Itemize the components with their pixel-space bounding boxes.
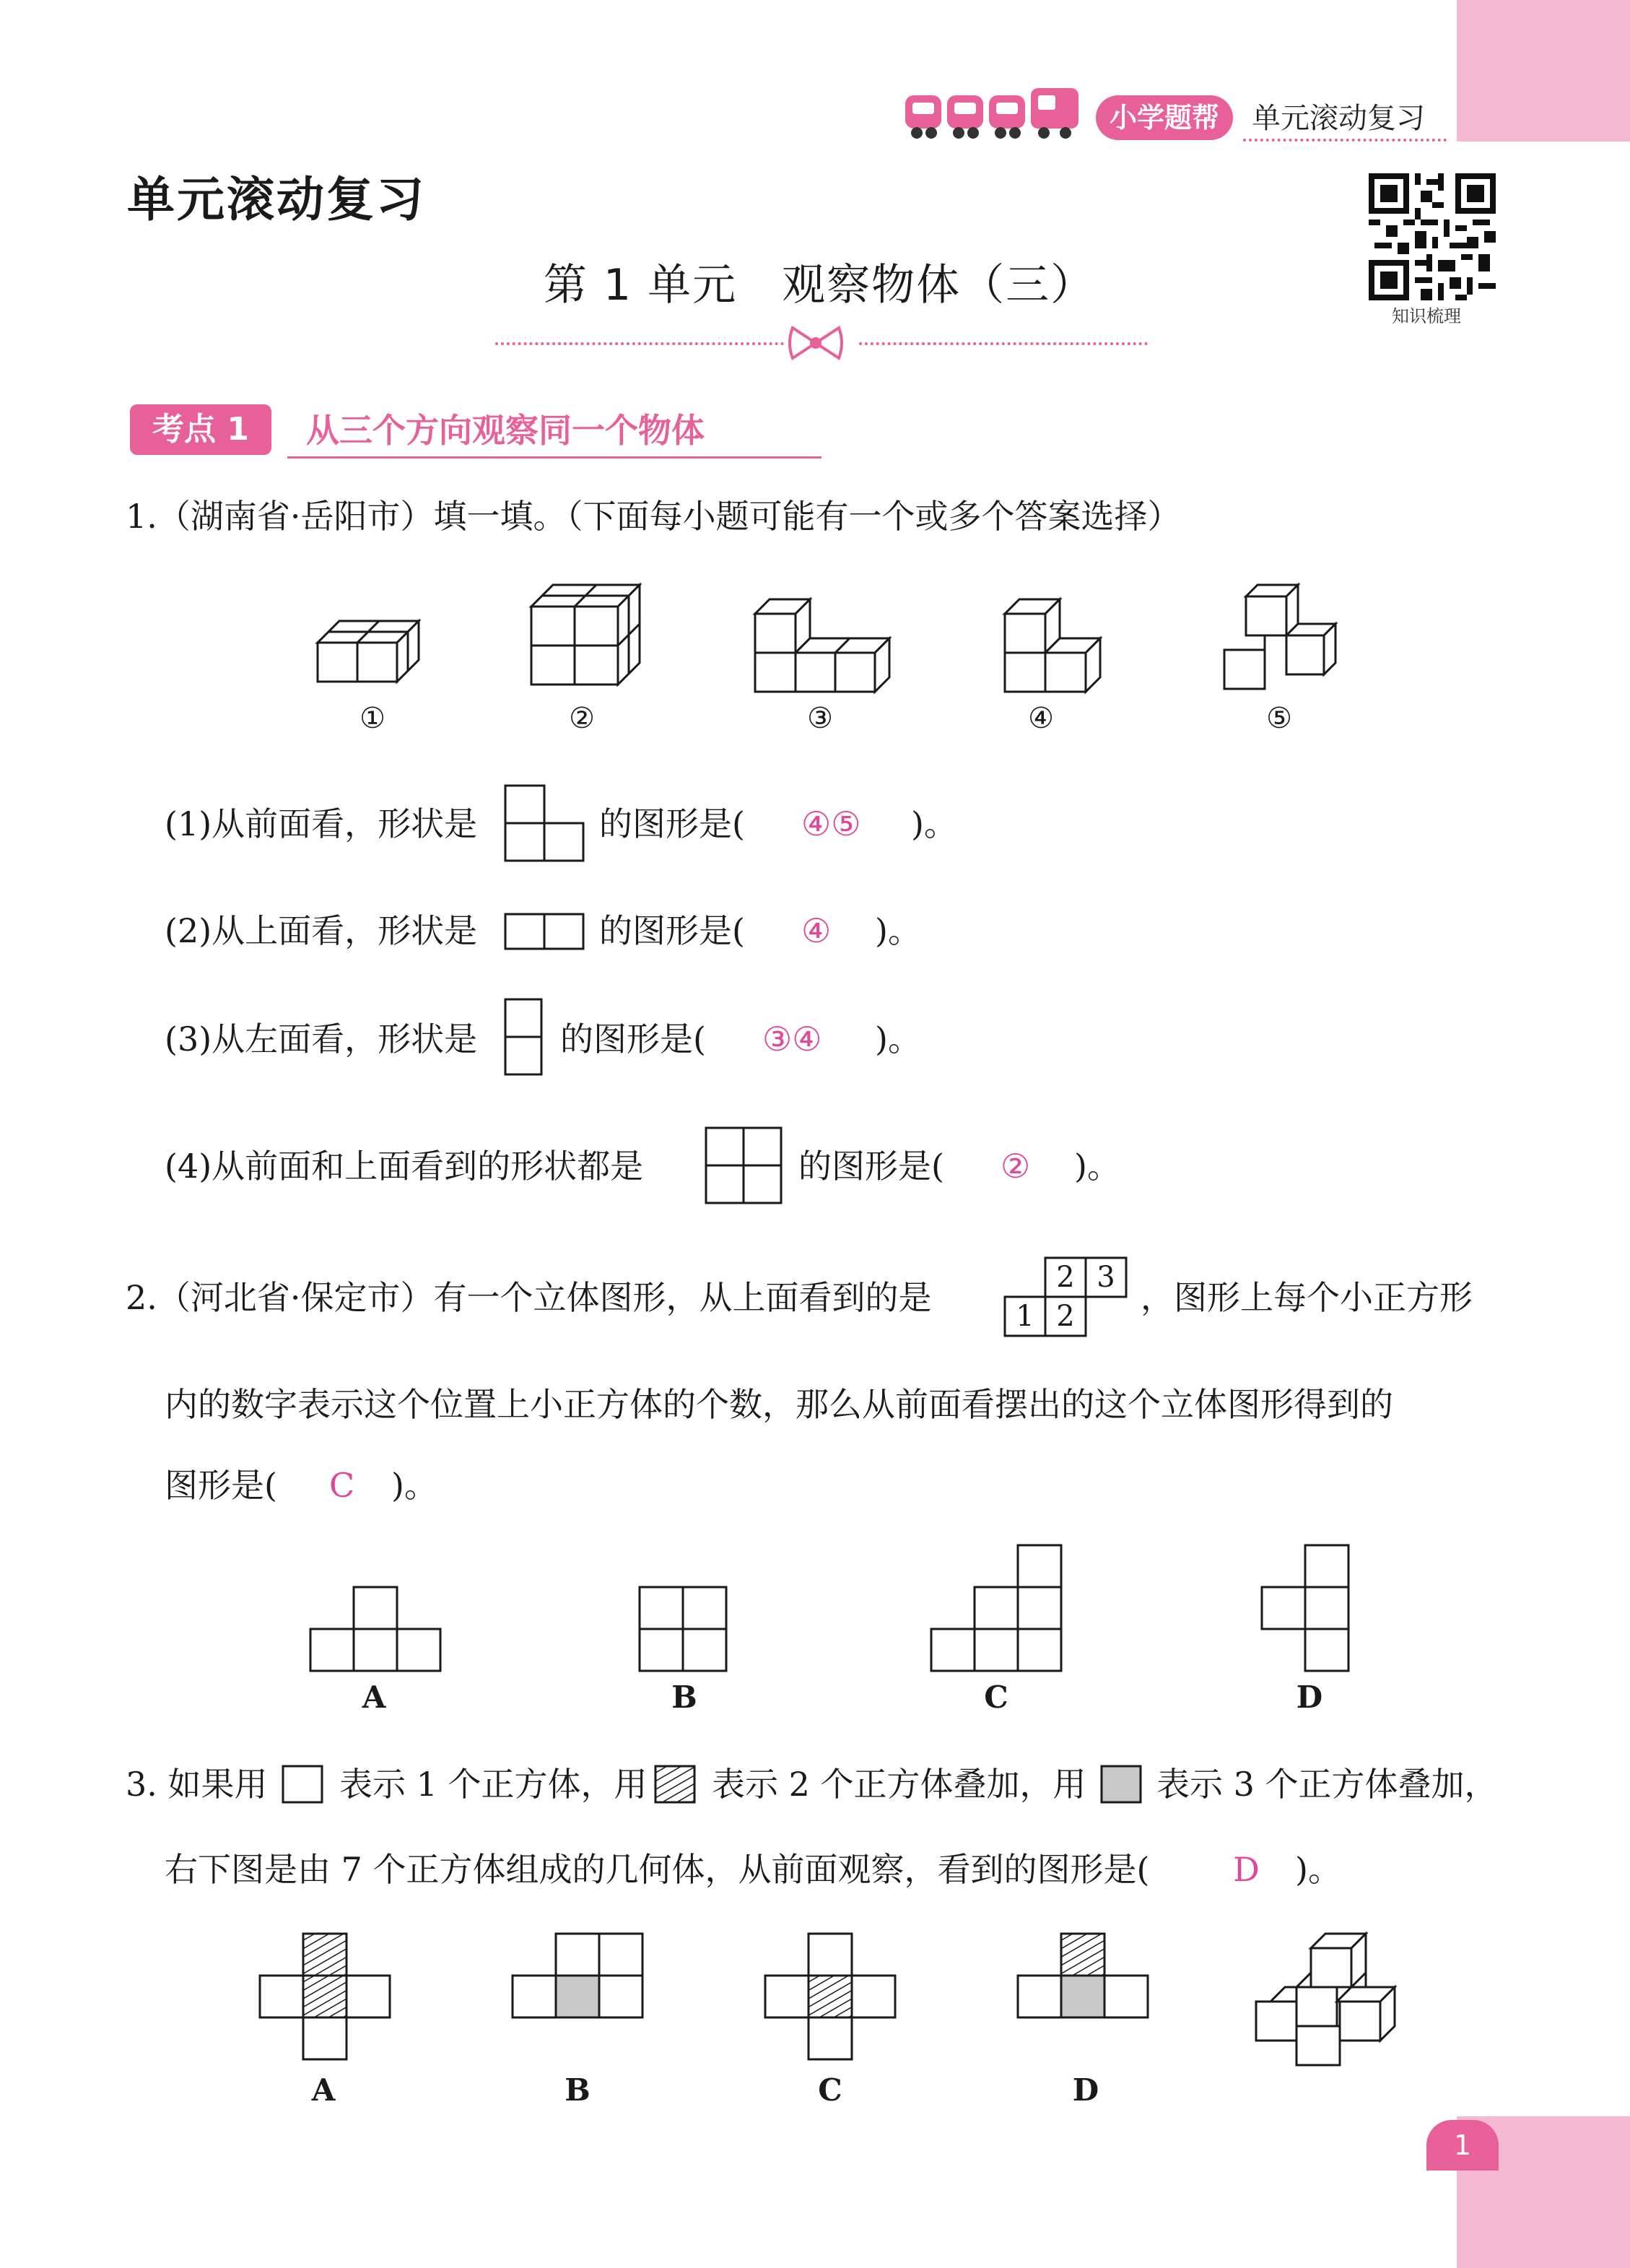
q2-line-3a: 图形是( xyxy=(165,1466,277,1505)
q1-figure-2 xyxy=(531,578,647,693)
q1-part-2-shape xyxy=(504,913,585,950)
q1-stem: 1.（湖南省·岳阳市）填一填。（下面每小题可能有一个或多个答案选择） xyxy=(126,497,1181,536)
title-divider-right xyxy=(859,342,1148,345)
qr-code-icon[interactable] xyxy=(1369,173,1496,300)
q2-line-2: 内的数字表示这个位置上小正方体的个数，那么从前面看摆出的这个立体图形得到的 xyxy=(165,1385,1393,1424)
q3-line-2a: 右下图是由 7 个正方体组成的几何体，从前面观察，看到的图形是( xyxy=(165,1850,1150,1889)
brand-underline xyxy=(1243,139,1447,142)
q2-grid-number: 1 xyxy=(1016,1300,1034,1333)
q1-part-3-prefix: (3)从左面看，形状是 xyxy=(165,1020,478,1059)
q1-label-5: ⑤ xyxy=(1266,702,1292,735)
q1-part-3-shape xyxy=(504,998,544,1076)
q3-legend-hatched-square xyxy=(654,1765,697,1805)
q2-option-d-label[interactable]: D xyxy=(1296,1680,1323,1715)
q3-line-1c: 表示 2 个正方体叠加，用 xyxy=(712,1765,1086,1804)
bow-icon xyxy=(787,323,845,362)
q2-line-3b: )。 xyxy=(391,1466,437,1505)
q1-part-1-suffix: 的图形是( xyxy=(599,804,745,843)
q3-legend-gray-square xyxy=(1100,1765,1143,1805)
q1-part-2-answer[interactable]: ④ xyxy=(801,911,832,950)
q1-part-1-answer[interactable]: ④⑤ xyxy=(801,804,861,843)
unit-title: 第 1 单元 观察物体（三） xyxy=(543,260,1096,310)
q3-option-b-label[interactable]: B xyxy=(565,2072,590,2108)
q1-figure-3 xyxy=(755,592,899,693)
qr-label: 知识梳理 xyxy=(1392,306,1461,326)
q2-grid-number: 2 xyxy=(1056,1300,1075,1333)
q1-label-2: ② xyxy=(569,702,595,735)
q1-part-3-suffix: 的图形是( xyxy=(560,1020,706,1059)
q2-option-b-shape xyxy=(638,1586,728,1675)
q3-option-a-shape xyxy=(258,1932,391,2064)
q2-line-1b: ，图形上每个小正方形 xyxy=(1141,1278,1473,1317)
q2-grid-number: 2 xyxy=(1056,1261,1075,1294)
q2-option-a-shape xyxy=(309,1586,442,1675)
q1-figure-5 xyxy=(1224,578,1340,693)
train-icon xyxy=(902,85,1083,143)
q1-figure-4 xyxy=(1005,592,1106,693)
q3-option-d-label[interactable]: D xyxy=(1072,2072,1099,2108)
q3-option-c-shape xyxy=(764,1932,897,2064)
q3-option-c-label[interactable]: C xyxy=(818,2072,842,2108)
q3-legend-white-square xyxy=(282,1765,325,1805)
q1-part-4-prefix: (4)从前面和上面看到的形状都是 xyxy=(165,1147,644,1186)
keypoint-title: 从三个方向观察同一个物体 xyxy=(306,411,705,450)
q3-line-1d: 表示 3 个正方体叠加， xyxy=(1156,1765,1498,1804)
keypoint-tag: 考点 1 xyxy=(130,404,271,455)
q1-part-3-close: )。 xyxy=(875,1020,921,1059)
q2-grid-number: 3 xyxy=(1097,1261,1115,1294)
q2-option-d-shape xyxy=(1260,1544,1350,1675)
page-number: 1 xyxy=(1426,2120,1499,2171)
q1-part-4-suffix: 的图形是( xyxy=(798,1147,944,1186)
q1-part-1-prefix: (1)从前面看，形状是 xyxy=(165,804,478,843)
q2-line-1a: 2.（河北省·保定市）有一个立体图形，从上面看到的是 xyxy=(126,1278,932,1317)
page-title: 单元滚动复习 xyxy=(127,172,426,227)
q2-option-b-label[interactable]: B xyxy=(671,1680,697,1715)
q3-option-a-label[interactable]: A xyxy=(311,2072,336,2108)
q1-part-3-answer[interactable]: ③④ xyxy=(762,1020,822,1059)
q1-part-4-shape xyxy=(705,1126,784,1204)
q2-option-c-shape xyxy=(930,1544,1063,1675)
q1-part-2-suffix: 的图形是( xyxy=(599,911,745,950)
q2-answer[interactable]: C xyxy=(329,1466,355,1505)
q1-part-1-shape xyxy=(504,784,585,862)
q2-option-a-label[interactable]: A xyxy=(362,1680,386,1715)
q2-option-c-label[interactable]: C xyxy=(984,1680,1008,1715)
keypoint-underline xyxy=(287,456,821,459)
brand-badge: 小学题帮 xyxy=(1096,95,1233,140)
q3-line-1b: 表示 1 个正方体，用 xyxy=(339,1765,648,1804)
title-divider-left xyxy=(495,342,784,345)
q1-part-4-close: )。 xyxy=(1074,1147,1120,1186)
q3-option-b-shape xyxy=(511,1932,644,2022)
q3-cube-figure xyxy=(1256,1924,1408,2111)
q1-part-2-prefix: (2)从上面看，形状是 xyxy=(165,911,478,950)
q1-part-1-close: )。 xyxy=(911,804,957,843)
q1-label-4: ④ xyxy=(1028,702,1054,735)
q3-answer[interactable]: D xyxy=(1233,1850,1260,1889)
q1-label-1: ① xyxy=(359,702,385,735)
section-label: 单元滚动复习 xyxy=(1252,102,1425,135)
q1-part-4-answer[interactable]: ② xyxy=(1001,1147,1031,1186)
q1-label-3: ③ xyxy=(807,702,833,735)
header-tab xyxy=(1457,0,1630,142)
q1-part-2-close: )。 xyxy=(875,911,921,950)
q3-line-1a: 3. 如果用 xyxy=(126,1765,268,1804)
q3-option-d-shape xyxy=(1016,1932,1149,2022)
q1-figure-1 xyxy=(318,614,433,693)
q3-line-2b: )。 xyxy=(1295,1850,1341,1889)
